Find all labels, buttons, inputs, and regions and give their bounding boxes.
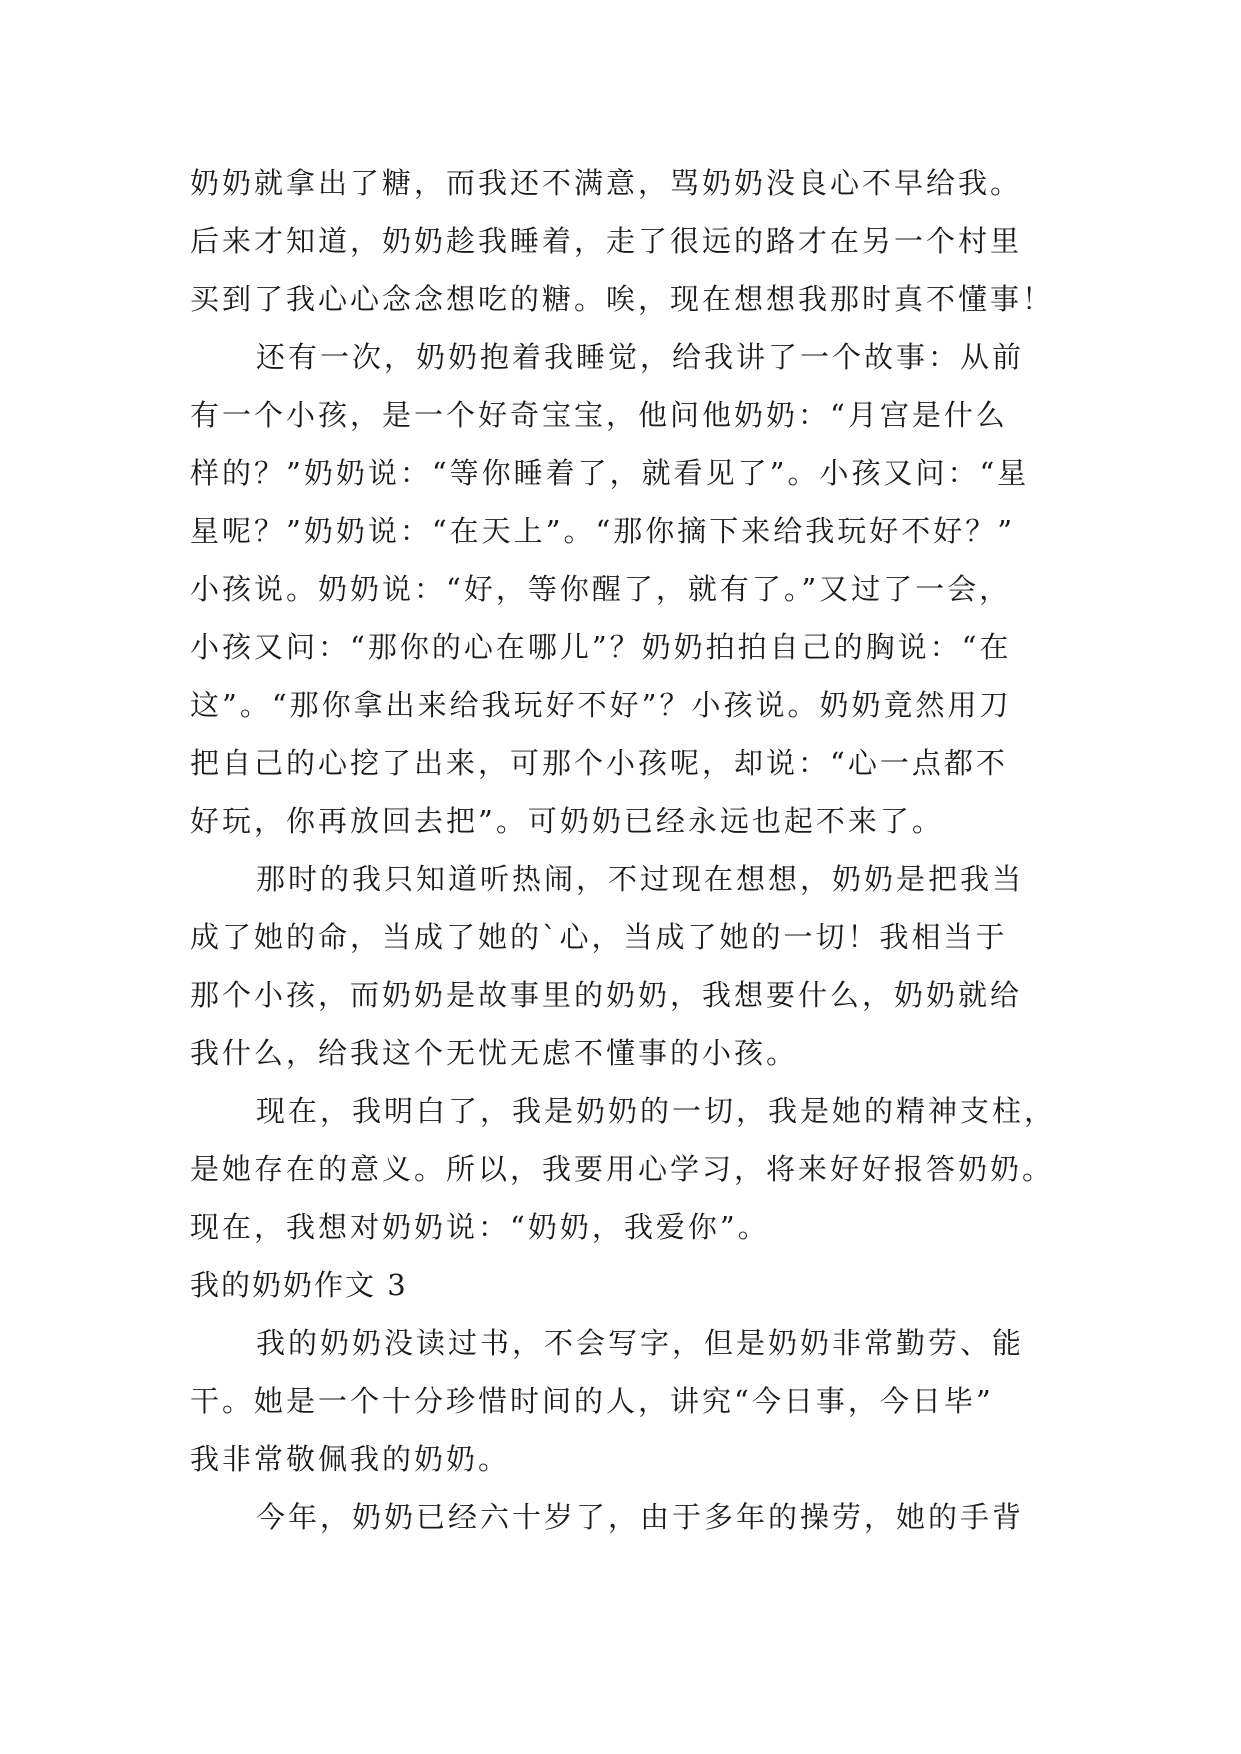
- text-line: 我非常敬佩我的奶奶。: [190, 1442, 511, 1476]
- text-line: 好玩，你再放回去把”。可奶奶已经永远也起不来了。: [190, 804, 944, 838]
- paragraph-start-line: 我的奶奶没读过书，不会写字，但是奶奶非常勤劳、能: [256, 1326, 1025, 1360]
- text-line: 现在，我想对奶奶说：“奶奶，我爱你”。: [190, 1210, 770, 1244]
- paragraph-start-line: 还有一次，奶奶抱着我睡觉，给我讲了一个故事：从前: [256, 340, 1025, 374]
- text-line: 成了她的命，当成了她的`心，当成了她的一切！我相当于: [190, 920, 1008, 954]
- paragraph-start-line: 那时的我只知道听热闹，不过现在想想，奶奶是把我当: [256, 862, 1025, 896]
- text-line: 是她存在的意义。所以，我要用心学习，将来好好报答奶奶。: [190, 1152, 1055, 1186]
- text-line: 有一个小孩，是一个好奇宝宝，他问他奶奶：“月宫是什么: [190, 398, 1008, 432]
- text-line: 把自己的心挖了出来，可那个小孩呢，却说：“心一点都不: [190, 746, 1008, 780]
- document-page: [190, 154, 1060, 1546]
- section-heading: 我的奶奶作文 3: [190, 1268, 408, 1302]
- text-line: 小孩又问：“那你的心在哪儿”？奶奶拍拍自己的胸说：“在: [190, 630, 1012, 664]
- paragraph-start-line: 今年，奶奶已经六十岁了，由于多年的操劳，她的手背: [256, 1500, 1025, 1534]
- text-line: 那个小孩，而奶奶是故事里的奶奶，我想要什么，奶奶就给: [190, 978, 1023, 1012]
- text-line: 后来才知道，奶奶趁我睡着，走了很远的路才在另一个村里: [190, 224, 1023, 258]
- text-line: 小孩说。奶奶说：“好，等你醒了，就有了。”又过了一会，: [190, 572, 1012, 606]
- text-line: 干。她是一个十分珍惜时间的人，讲究“今日事，今日毕”: [190, 1384, 994, 1418]
- text-line: 这”。“那你拿出来给我玩好不好”？小孩说。奶奶竟然用刀: [190, 688, 1012, 722]
- text-line: 样的？”奶奶说：“等你睡着了，就看见了”。小孩又问：“星: [190, 456, 1030, 490]
- text-line: 买到了我心心念念想吃的糖。唉，现在想想我那时真不懂事！: [190, 282, 1055, 316]
- paragraph-start-line: 现在，我明白了，我是奶奶的一切，我是她的精神支柱，: [256, 1094, 1057, 1128]
- text-line: 星呢？”奶奶说：“在天上”。“那你摘下来给我玩好不好？”: [190, 514, 1016, 548]
- text-line: 奶奶就拿出了糖，而我还不满意，骂奶奶没良心不早给我。: [190, 166, 1023, 200]
- text-line: 我什么，给我这个无忧无虑不懂事的小孩。: [190, 1036, 799, 1070]
